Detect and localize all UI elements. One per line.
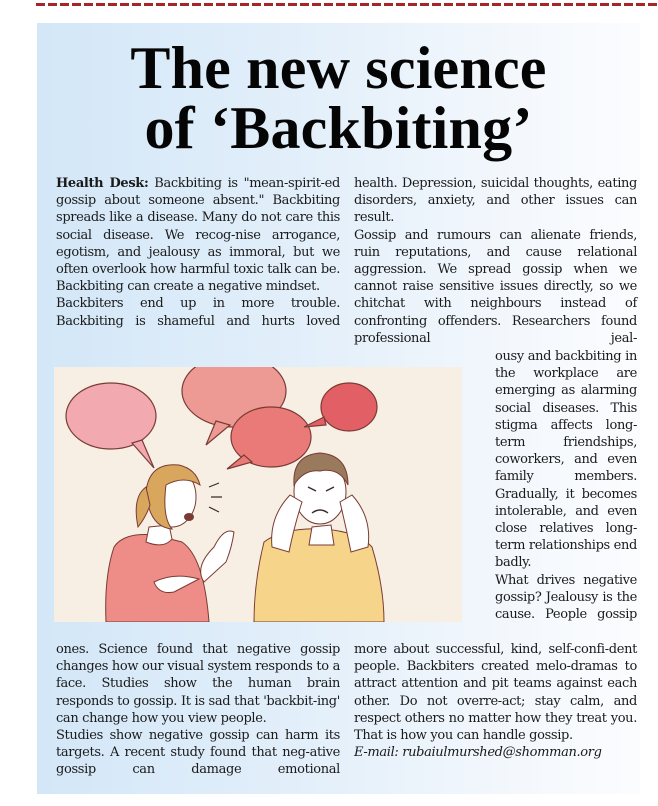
paragraph: Backbiters end up in more trouble. Backbiting is shameful and hurts loved [56, 296, 340, 329]
paragraph: ones. Science found that negative gossip changes how our visual system responds to a face. Studies show the human brain responds to gossip. It is sad that 'backbit-ing' can change how you view people. [56, 642, 340, 726]
byline-label: Health Desk: [56, 176, 149, 191]
paragraph: Gossip and rumours can alienate friends, ruin reputations, and cause relational aggression. We spread gossip when we cannot raise sensitive issues directly, so we chitchat with neighbours instead of confronting offenders. Researchers found professional jeal- [354, 227, 637, 346]
paragraph: Backbiting is "mean-spirit-ed gossip about someone absent." Backbiting spreads like a disease. Many do not care this social disease. We recog-nise arrogance, egotism, and jealousy as immoral, but we often overlook how harmful toxic talk can be. Backbiting can create a negative mindset. [56, 176, 340, 295]
paragraph: more about successful, kind, self-confi-dent people. Backbiters created melo-dramas to attract attention and pit teams against each other. Do not overre-act; stay calm, and respect others no matter how they treat you. That is how you can handle gossip. [354, 642, 637, 744]
column-2-bottom [354, 641, 637, 761]
paragraph: ousy and backbiting in the workplace are emerging as alarming social diseases. This stigma affects long-term friendships, coworkers, and even family members. Gradually, it becomes intolerable, and even close relatives long-term relationships end badly. [495, 349, 638, 571]
dashed-top-rule [36, 3, 658, 6]
article-title [37, 35, 640, 161]
illustration-svg [54, 367, 462, 622]
paragraph: What drives negative gossip? Jealousy is the cause. People gossip [495, 572, 637, 623]
author-email[interactable]: E-mail: rubaiulmurshed@shomman.org [354, 745, 602, 761]
paragraph: Studies show negative gossip can harm its targets. A recent study found that neg-ative gossip can damage emotional [56, 728, 340, 778]
gossip-illustration [54, 367, 462, 622]
man-figure [254, 453, 384, 622]
column-2-top [354, 175, 637, 347]
speech-bubble-pink [66, 383, 156, 468]
speech-bubble-red [304, 383, 377, 431]
column-2-wrap [495, 348, 637, 623]
title-line-1: The new science [130, 35, 547, 101]
title-line-2: of ‘Backbiting’ [144, 95, 533, 161]
paragraph: health. Depression, suicidal thoughts, eating disorders, anxiety, and other issues can result. [354, 176, 637, 226]
column-1-top [56, 175, 340, 330]
column-1-bottom [56, 641, 340, 779]
woman-figure [106, 465, 234, 622]
